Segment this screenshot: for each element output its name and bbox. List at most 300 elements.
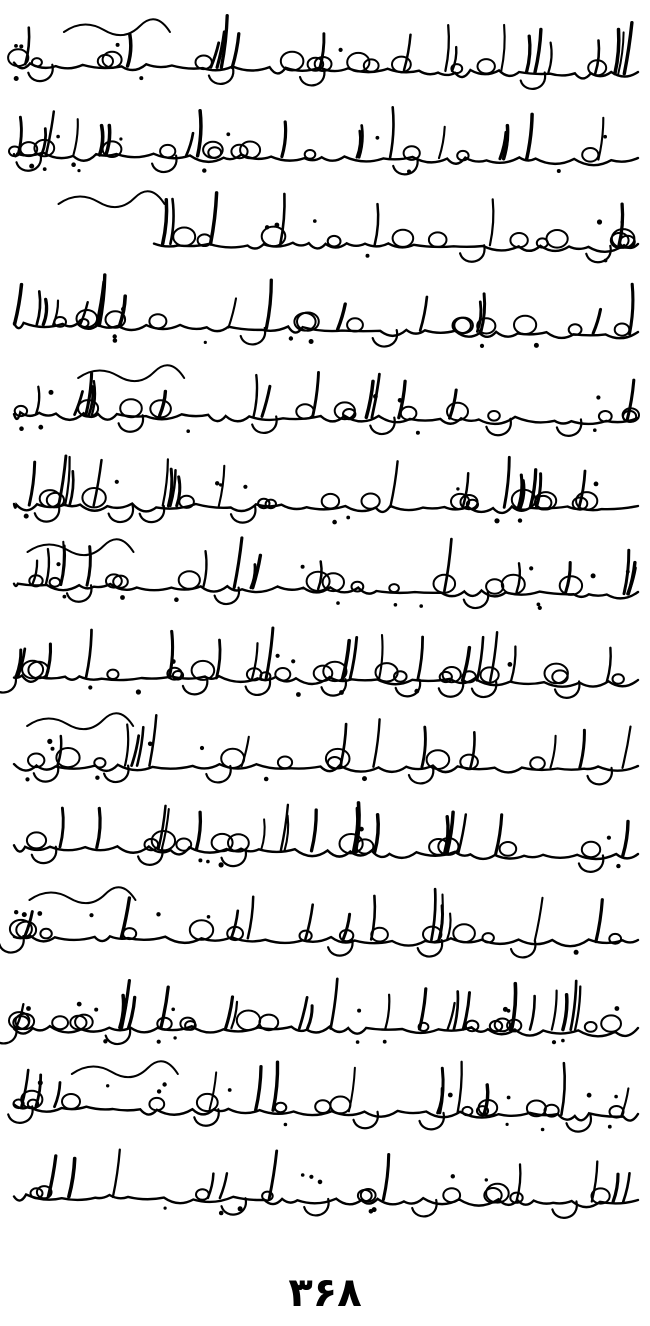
ink-stroke [87, 547, 90, 586]
handwriting-strokes [10, 794, 642, 882]
ink-stroke [275, 1103, 286, 1112]
ink-stroke [500, 842, 517, 856]
ink-dot [38, 1080, 43, 1085]
handwritten-line [10, 968, 642, 1056]
ink-stroke [596, 900, 602, 942]
ink-dot [95, 776, 99, 780]
ink-stroke [252, 643, 257, 678]
ink-dot [215, 481, 219, 485]
handwritten-line [10, 706, 642, 794]
ink-stroke [46, 549, 49, 585]
ink-stroke [623, 822, 628, 856]
ink-dot [529, 566, 533, 570]
ink-dot [587, 1093, 592, 1098]
handwriting-strokes [10, 184, 642, 272]
ink-dot [26, 1006, 31, 1011]
ink-dot [19, 44, 23, 48]
ink-dot [574, 950, 579, 955]
ink-stroke [547, 230, 568, 248]
ink-stroke [385, 995, 389, 1029]
ink-dot [238, 1206, 243, 1211]
ink-dot [148, 742, 153, 747]
ink-dot [77, 1002, 82, 1007]
ink-stroke [352, 582, 364, 592]
ink-dot [116, 43, 120, 47]
ink-dot [480, 344, 484, 348]
ink-dot [47, 739, 52, 744]
ink-stroke [322, 494, 339, 509]
ink-stroke [27, 539, 133, 555]
ink-dot [25, 777, 29, 781]
ink-stroke [125, 725, 128, 766]
ink-dot [451, 1174, 455, 1178]
handwriting-strokes [10, 880, 642, 968]
ink-stroke [420, 297, 427, 331]
ink-stroke [266, 280, 271, 328]
ink-stroke [280, 194, 284, 244]
ink-stroke [32, 561, 37, 585]
ink-dot [372, 1207, 377, 1212]
ink-stroke [226, 997, 233, 1028]
ink-stroke [163, 459, 168, 505]
ink-dot [63, 595, 67, 599]
ink-dot [616, 864, 620, 868]
ink-dot [56, 135, 60, 139]
handwriting-strokes [10, 358, 642, 446]
ink-stroke [347, 318, 363, 331]
ink-dot [228, 1088, 232, 1092]
ink-stroke [447, 403, 468, 420]
ink-dot [71, 162, 76, 167]
ink-stroke [232, 34, 239, 68]
ink-dot [407, 170, 411, 174]
ink-stroke [401, 407, 417, 420]
ink-dot [518, 518, 522, 522]
ink-dot [276, 654, 280, 658]
ink-stroke [160, 145, 175, 158]
ink-stroke [261, 819, 265, 850]
handwritten-line [10, 620, 642, 708]
ink-dot [615, 1006, 620, 1011]
handwritten-line [10, 1054, 642, 1142]
handwritten-line [10, 880, 642, 968]
ink-stroke [328, 757, 342, 769]
handwritten-line [10, 532, 642, 620]
ink-dot [49, 390, 54, 395]
ink-dot [594, 482, 599, 487]
ink-dot [219, 1211, 224, 1216]
ink-stroke [160, 391, 166, 415]
ink-stroke [46, 112, 54, 155]
ink-dot [557, 169, 561, 173]
ink-stroke [221, 749, 244, 768]
ink-dot [284, 1123, 288, 1127]
ink-dot [538, 606, 542, 610]
ink-stroke [220, 1173, 227, 1198]
ink-stroke [179, 571, 200, 589]
ink-stroke [615, 30, 619, 74]
ink-dot [339, 48, 343, 52]
ink-stroke [107, 670, 118, 679]
ink-dot [448, 1093, 453, 1098]
ink-stroke [445, 25, 448, 71]
ink-stroke [94, 758, 105, 767]
ink-stroke [78, 365, 184, 381]
handwritten-line [10, 446, 642, 534]
ink-stroke [149, 715, 156, 766]
ink-dot [19, 426, 24, 431]
ink-dot [200, 746, 204, 750]
handwriting-strokes [10, 620, 642, 708]
ink-dot [394, 603, 398, 607]
ink-stroke [331, 979, 338, 1029]
ink-stroke [55, 1083, 61, 1107]
ink-dot [604, 259, 608, 263]
ink-dot [561, 1039, 565, 1043]
ink-dot [541, 1128, 545, 1132]
ink-stroke [340, 834, 363, 853]
ink-stroke [454, 992, 458, 1030]
ink-stroke [514, 316, 536, 334]
ink-dot [626, 570, 630, 574]
handwritten-line [10, 358, 642, 446]
ink-dot [43, 167, 47, 171]
ink-stroke [50, 578, 61, 587]
ink-dot [264, 777, 269, 782]
ink-dot [332, 520, 337, 525]
ink-dot [113, 338, 118, 343]
ink-dot [186, 429, 190, 433]
ink-stroke [330, 1097, 350, 1114]
ink-stroke [623, 1173, 629, 1202]
ink-dot [507, 1009, 511, 1013]
ink-dot [309, 1175, 313, 1179]
ink-stroke [517, 563, 520, 592]
ink-stroke [389, 584, 399, 592]
ink-stroke [113, 1150, 120, 1197]
ink-stroke [74, 119, 78, 154]
ink-dot [24, 514, 29, 519]
handwriting-strokes [10, 1054, 642, 1142]
ink-dot [336, 601, 340, 605]
ink-stroke [613, 1174, 618, 1202]
ink-dot [301, 565, 305, 569]
ink-stroke [29, 462, 35, 505]
handwriting-strokes [10, 968, 642, 1056]
ink-stroke [237, 1011, 260, 1031]
ink-stroke [350, 637, 357, 679]
ink-stroke [504, 457, 509, 507]
ink-stroke [15, 406, 27, 416]
ink-stroke [120, 399, 142, 417]
ink-dot [219, 483, 222, 486]
ink-stroke [593, 309, 600, 333]
ink-stroke [64, 19, 170, 35]
ink-stroke [375, 815, 379, 852]
ink-stroke [422, 727, 426, 767]
ink-dot [456, 487, 459, 490]
ink-dot [171, 1008, 175, 1012]
ink-dot [494, 518, 499, 523]
ink-stroke [254, 375, 257, 416]
ink-stroke [217, 640, 221, 678]
ink-stroke [582, 842, 600, 857]
ink-dot [591, 573, 596, 578]
ink-dot [121, 307, 126, 312]
ink-dot [103, 1039, 107, 1043]
ink-stroke [77, 310, 98, 327]
ink-stroke [527, 36, 530, 72]
ink-dot [136, 689, 141, 694]
ink-stroke [248, 897, 253, 939]
ink-stroke [40, 929, 51, 939]
ink-stroke [490, 632, 497, 680]
ink-stroke [560, 576, 582, 595]
ink-stroke [453, 924, 475, 942]
ink-dot [366, 254, 370, 258]
ink-stroke [373, 719, 379, 766]
ink-stroke [595, 41, 599, 74]
ink-stroke [14, 845, 638, 859]
ink-dot [113, 334, 117, 338]
ink-dot [301, 1173, 305, 1177]
ink-stroke [579, 471, 585, 508]
ink-stroke [281, 52, 304, 71]
ink-stroke [338, 304, 346, 329]
ink-stroke [343, 914, 349, 939]
ink-stroke [203, 551, 206, 587]
ink-dot [506, 1123, 509, 1126]
ink-stroke [14, 1195, 638, 1208]
handwriting-strokes [10, 706, 642, 794]
ink-stroke [14, 412, 638, 424]
ink-dot [607, 836, 611, 840]
ink-dot [608, 1125, 612, 1129]
ink-dot [339, 690, 344, 695]
ink-stroke [623, 727, 631, 768]
ink-stroke [29, 887, 135, 903]
ink-dot [507, 1096, 511, 1100]
ink-dot [373, 394, 378, 399]
ink-stroke [439, 127, 445, 158]
handwriting-strokes [10, 1140, 642, 1228]
ink-dot [243, 485, 247, 489]
ink-stroke [627, 380, 634, 420]
ink-stroke [530, 757, 545, 769]
ink-dot [89, 913, 93, 917]
ink-stroke [36, 387, 39, 415]
ink-dot [596, 395, 600, 399]
ink-stroke [14, 935, 638, 946]
ink-stroke [530, 996, 535, 1030]
ink-stroke [190, 920, 213, 940]
ink-stroke [266, 628, 273, 678]
ink-stroke [97, 808, 100, 847]
ink-stroke [552, 670, 567, 683]
ink-stroke [601, 1015, 621, 1031]
ink-dot [29, 164, 34, 169]
handwritten-line [10, 12, 642, 100]
ink-stroke [512, 984, 516, 1030]
ink-dot [376, 136, 380, 140]
ink-dot [593, 428, 597, 432]
handwritten-line [10, 272, 642, 360]
ink-stroke [585, 1022, 597, 1032]
ink-stroke [315, 1100, 330, 1113]
ink-dot [77, 169, 80, 172]
ink-stroke [176, 839, 191, 851]
ink-stroke [186, 133, 193, 156]
ink-dot [156, 912, 160, 916]
ink-dot [357, 1009, 361, 1013]
ink-stroke [278, 757, 292, 769]
ink-stroke [379, 635, 383, 680]
ink-dot [362, 776, 367, 781]
ink-dot [318, 1180, 323, 1185]
ink-stroke [163, 200, 167, 244]
ink-dot [419, 604, 423, 608]
ink-stroke [305, 150, 316, 159]
ink-stroke [527, 114, 532, 158]
ink-stroke [86, 630, 91, 677]
handwritten-line [10, 1140, 642, 1228]
ink-dot [14, 76, 19, 81]
ink-dot [38, 425, 43, 430]
ink-stroke [129, 997, 135, 1027]
ink-dot [614, 1095, 618, 1099]
ink-stroke [197, 812, 201, 849]
ink-stroke [256, 1067, 261, 1110]
ink-dot [226, 132, 230, 136]
handwritten-line [10, 184, 642, 272]
ink-dot [359, 827, 364, 832]
ink-stroke [62, 1094, 80, 1109]
ink-dot [198, 858, 202, 862]
ink-dot [164, 1207, 167, 1210]
ink-dot [106, 1084, 109, 1087]
ink-stroke [275, 668, 290, 681]
ink-stroke [15, 285, 22, 325]
ink-stroke [466, 1021, 479, 1032]
handwritten-line [10, 794, 642, 882]
ink-stroke [501, 25, 505, 72]
ink-stroke [282, 122, 286, 157]
ink-stroke [94, 460, 102, 505]
ink-stroke [418, 637, 423, 680]
ink-dot [346, 516, 350, 520]
handwriting-strokes [10, 532, 642, 620]
ink-dot [157, 1040, 161, 1044]
ink-stroke [296, 404, 314, 419]
handwritten-line [10, 98, 642, 186]
ink-dot [621, 221, 624, 224]
ink-dot [603, 135, 607, 139]
ink-stroke [458, 1062, 462, 1113]
ink-stroke [561, 1063, 564, 1115]
ink-stroke [362, 494, 380, 509]
handwriting-strokes [10, 272, 642, 360]
ink-stroke [229, 298, 237, 327]
ink-dot [173, 1036, 176, 1039]
ink-dot [174, 597, 179, 602]
ink-stroke [390, 107, 393, 157]
ink-stroke [52, 1016, 68, 1029]
ink-stroke [592, 1162, 598, 1202]
ink-dot [56, 562, 60, 566]
ink-stroke [240, 142, 260, 159]
ink-stroke [460, 755, 478, 770]
ink-stroke [72, 1061, 178, 1077]
ink-dot [309, 339, 314, 344]
ink-stroke [14, 1026, 638, 1036]
ink-dot [414, 689, 419, 694]
ink-stroke [452, 47, 456, 71]
ink-dot [313, 219, 317, 223]
ink-stroke [161, 987, 168, 1028]
ink-stroke [211, 193, 217, 244]
ink-stroke [42, 129, 46, 155]
ink-stroke [383, 1155, 388, 1200]
ink-dot [94, 1008, 98, 1012]
ink-dot [289, 336, 293, 340]
ink-dot [120, 595, 125, 600]
handwritten-text-block [10, 0, 642, 1250]
ink-stroke [198, 111, 201, 156]
ink-stroke [615, 324, 630, 336]
ink-stroke [502, 575, 525, 594]
ink-dot [14, 910, 18, 914]
ink-stroke [607, 648, 611, 682]
ink-stroke [580, 730, 585, 767]
ink-stroke [404, 35, 411, 70]
ink-dot [534, 343, 539, 348]
ink-stroke [312, 810, 317, 851]
ink-stroke [210, 1072, 217, 1109]
ink-stroke [471, 732, 475, 767]
ink-stroke [517, 1164, 521, 1200]
ink-dot [115, 480, 119, 484]
ink-dot [296, 692, 301, 697]
ink-stroke [624, 23, 632, 74]
ink-stroke [490, 199, 493, 245]
ink-stroke [43, 299, 46, 324]
ink-stroke [427, 750, 450, 769]
ink-stroke [582, 148, 598, 162]
ink-stroke [370, 418, 394, 434]
ink-stroke [234, 538, 242, 588]
ink-dot [207, 915, 211, 919]
ink-dot [14, 44, 18, 48]
ink-dot [206, 860, 210, 864]
ink-stroke [545, 664, 568, 684]
ink-stroke [375, 204, 378, 245]
ink-dot [552, 1040, 556, 1044]
ink-stroke [328, 236, 341, 247]
ink-stroke [535, 29, 541, 72]
ink-stroke [443, 1188, 460, 1202]
ink-dot [37, 911, 42, 916]
ink-stroke [536, 474, 540, 508]
ink-stroke [157, 1018, 171, 1030]
ink-dot [508, 662, 513, 667]
ink-dot [204, 341, 207, 344]
ink-stroke [392, 57, 411, 73]
ink-stroke [197, 1094, 218, 1111]
ink-dot [162, 1082, 166, 1086]
handwriting-strokes [10, 446, 642, 534]
ink-dot [157, 1089, 161, 1093]
ink-stroke [80, 302, 88, 325]
